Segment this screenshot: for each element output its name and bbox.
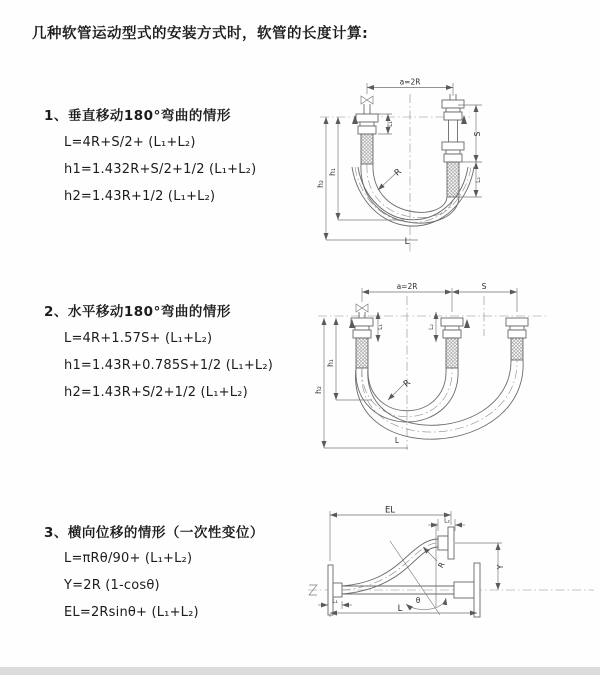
- section-3-heading: 3、横向位移的情形（一次性变位）: [44, 525, 264, 541]
- formula-line: h1=1.43R+0.785S+1/2 (L₁+L₂): [64, 358, 274, 373]
- l-dimension: [330, 604, 477, 617]
- flange-right-displaced: [438, 527, 454, 559]
- dim-label-h1: h₁: [326, 359, 335, 367]
- diagram-lateral-displacement: [306, 503, 598, 638]
- angle-label-theta: θ: [415, 596, 421, 605]
- formula-line: L=4R+S/2+ (L₁+L₂): [64, 135, 196, 150]
- dim-label-l: L: [404, 237, 410, 247]
- dim-label-h2: h₂: [316, 180, 325, 188]
- pipe-fitting-right: [442, 94, 464, 197]
- flange-left: [328, 565, 342, 615]
- l1-dimension: [318, 598, 352, 609]
- hose-u-bends: [356, 360, 524, 439]
- valve-icon: [361, 96, 373, 104]
- dim-label-r: R: [401, 377, 413, 390]
- dim-label-el: EL: [384, 505, 396, 516]
- dim-label-h2: h₂: [314, 386, 323, 394]
- formula-line: h1=1.432R+S/2+1/2 (L₁+L₂): [64, 162, 257, 177]
- formula-line: EL=2Rsinθ+ (L₁+L₂): [64, 605, 199, 620]
- dim-label-l1: L₁: [332, 598, 338, 605]
- pipe-fitting-right: [506, 318, 528, 360]
- braided-hose-section: [356, 338, 368, 368]
- dim-label-r: R: [392, 166, 404, 179]
- diagram-horizontal-180-bend: [312, 278, 597, 453]
- dim-label-l1: L₁: [377, 324, 384, 330]
- flange-right-original: [454, 563, 480, 617]
- dim-label-l2: L₂: [475, 177, 482, 183]
- up-arrow: [464, 319, 470, 328]
- pipe-fitting-left: [351, 318, 373, 368]
- radius-leader: [378, 167, 404, 190]
- formula-line: Y=2R (1-cosθ): [64, 578, 160, 593]
- pipe-fitting-middle: [441, 318, 463, 368]
- dim-label-l1: L₁: [387, 121, 394, 127]
- l2-dimension: [428, 518, 465, 532]
- braided-hose-section: [447, 162, 459, 197]
- section-1-formulas: [64, 129, 256, 210]
- section-2-heading: 2、水平移动180°弯曲的情形: [44, 304, 231, 320]
- section-2-formulas: [64, 325, 273, 406]
- dim-label-l2: L₂: [444, 517, 450, 525]
- braided-hose-section: [511, 338, 523, 360]
- section-1-heading: 1、垂直移动180°弯曲的情形: [44, 108, 231, 124]
- diagram-vertical-180-bend: [312, 72, 597, 257]
- dim-label-y: Y: [496, 564, 505, 570]
- formula-line: L=πRθ/90+ (L₁+L₂): [64, 551, 193, 566]
- l2-dimension: [428, 312, 436, 342]
- braided-hose-section: [446, 338, 458, 368]
- dim-label-h1: h₁: [328, 168, 337, 176]
- el-dimension: [330, 506, 451, 562]
- formula-line: h2=1.43R+S/2+1/2 (L₁+L₂): [64, 385, 248, 400]
- dim-label-l: L: [397, 604, 403, 614]
- dim-label-r: R: [436, 560, 447, 570]
- formula-line: L=4R+1.57S+ (L₁+L₂): [64, 331, 213, 346]
- dim-label-a2r: a=2R: [399, 77, 421, 87]
- page-bottom-strip: [0, 667, 600, 675]
- dim-label-s: S: [473, 131, 482, 137]
- formula-line: h2=1.43R+1/2 (L₁+L₂): [64, 189, 216, 204]
- braided-hose-section: [361, 134, 373, 164]
- dim-label-a2r: a=2R: [396, 282, 418, 291]
- pipe-fitting-left: [356, 104, 378, 164]
- top-dimensions: [362, 282, 517, 312]
- radius-leader: [388, 378, 413, 400]
- page-title: 几种软管运动型式的安装方式时，软管的长度计算:: [32, 26, 369, 42]
- l1-dimension: [377, 312, 384, 342]
- section-3-formulas: [64, 545, 199, 626]
- dim-label-s: S: [481, 282, 487, 291]
- dim-label-l2: L₂: [428, 324, 435, 330]
- dim-label-l: L: [394, 436, 400, 445]
